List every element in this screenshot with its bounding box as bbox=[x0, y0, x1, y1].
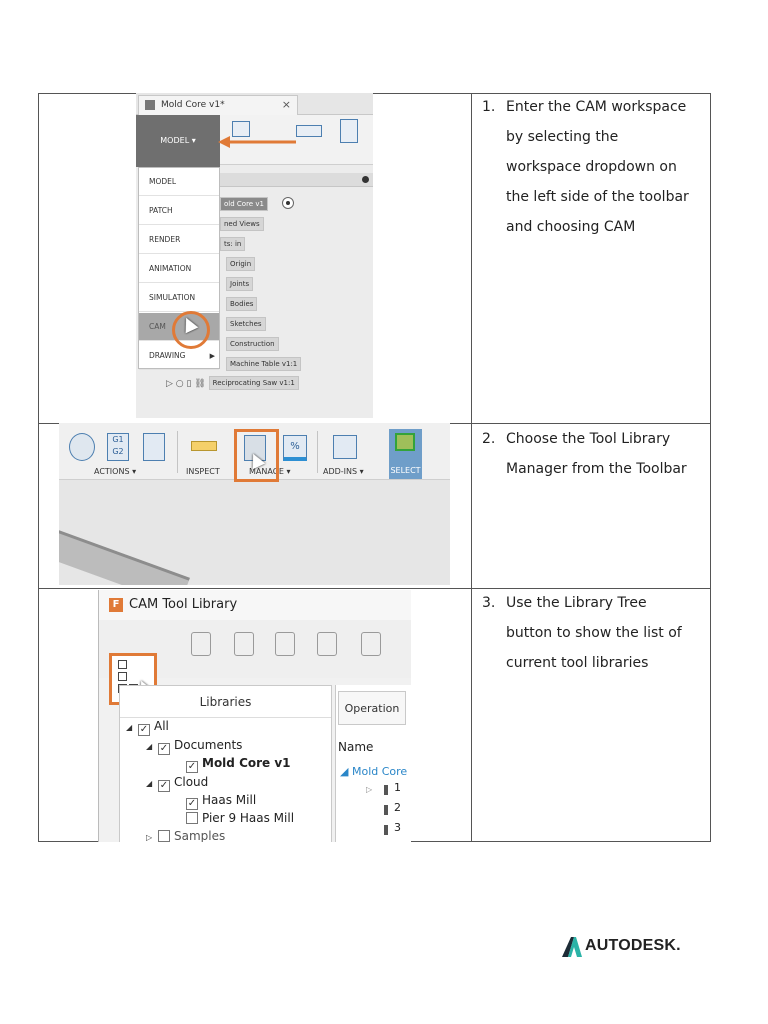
post-process-icon[interactable] bbox=[107, 433, 129, 461]
browser-node[interactable]: Construction bbox=[226, 337, 279, 351]
menu-item-cam[interactable]: CAM bbox=[139, 313, 219, 341]
step-3-text bbox=[482, 588, 708, 678]
app-icon: F bbox=[109, 598, 123, 612]
step-1-text bbox=[482, 92, 708, 242]
tool-icon bbox=[384, 785, 388, 795]
browser-node[interactable]: Origin bbox=[226, 257, 255, 271]
step-line: Choose the Tool Library bbox=[506, 431, 671, 447]
autodesk-logo bbox=[562, 933, 692, 961]
tool-number[interactable]: 3 bbox=[394, 821, 401, 834]
browser-node[interactable]: Joints bbox=[226, 277, 253, 291]
table-border-right bbox=[710, 93, 711, 842]
step-line: button to show the list of bbox=[506, 625, 682, 641]
tree-item-label: All bbox=[154, 719, 169, 733]
browser-node[interactable]: Reciprocating Saw v1:1 bbox=[209, 376, 299, 390]
expand-arrow-icon[interactable]: ◢ bbox=[126, 723, 133, 732]
menu-item-model[interactable]: MODEL bbox=[139, 168, 219, 196]
import-icon[interactable] bbox=[191, 632, 211, 656]
checkbox-checked[interactable]: ✓ bbox=[159, 743, 169, 754]
select-label: SELECT bbox=[390, 466, 421, 475]
table-border-left bbox=[38, 93, 39, 842]
close-icon[interactable]: × bbox=[281, 98, 291, 111]
export-icon[interactable] bbox=[234, 632, 254, 656]
tool-number[interactable]: 1 bbox=[394, 781, 401, 794]
tree-item-label: Pier 9 Haas Mill bbox=[202, 811, 295, 825]
tree-item-label: Haas Mill bbox=[202, 793, 257, 807]
checkbox-unchecked[interactable] bbox=[186, 812, 198, 824]
expand-arrow-icon[interactable]: ▷ bbox=[366, 785, 373, 794]
tool-icon bbox=[384, 825, 388, 835]
tree-item-mold-core[interactable] bbox=[186, 754, 291, 773]
step-line: and choosing CAM bbox=[506, 219, 636, 235]
expand-arrow-icon[interactable]: ◢ bbox=[146, 779, 153, 788]
menu-item-patch[interactable]: PATCH bbox=[139, 197, 219, 225]
step-line: the left side of the toolbar bbox=[506, 189, 689, 205]
pin-icon[interactable] bbox=[362, 176, 369, 183]
document-tab[interactable] bbox=[138, 95, 298, 115]
browser-header bbox=[220, 173, 373, 187]
step-number: 3. bbox=[482, 595, 496, 611]
step-line: Use the Library Tree bbox=[506, 595, 647, 611]
step-number: 2. bbox=[482, 431, 496, 447]
g1-label: G1 bbox=[112, 435, 124, 444]
add-ins-menu-label[interactable]: ADD-INS ▾ bbox=[323, 467, 364, 476]
expand-icon[interactable]: ▷ bbox=[166, 379, 173, 389]
template-library-icon[interactable] bbox=[283, 435, 307, 461]
activate-icon[interactable] bbox=[282, 197, 294, 209]
tree-item-label: Documents bbox=[174, 738, 243, 752]
window-title-bar bbox=[99, 590, 411, 620]
tree-item-documents[interactable] bbox=[146, 736, 242, 756]
inspect-menu-label[interactable]: INSPECT bbox=[186, 467, 220, 476]
percent-label: % bbox=[290, 441, 300, 452]
screenshot-cam-tool-library bbox=[98, 590, 411, 842]
tree-item-all[interactable] bbox=[126, 717, 169, 737]
tree-item-label: Cloud bbox=[174, 775, 209, 789]
checkbox-unchecked[interactable] bbox=[158, 830, 170, 842]
step-line: current tool libraries bbox=[506, 655, 649, 671]
browser-node[interactable]: Bodies bbox=[226, 297, 257, 311]
g2-label: G2 bbox=[112, 447, 124, 456]
select-icon bbox=[395, 433, 415, 451]
workspace-dropdown-button[interactable]: MODEL ▾ bbox=[136, 115, 220, 167]
autodesk-logo-text: AUTODESK. bbox=[585, 937, 681, 954]
browser-root-node[interactable]: old Core v1 bbox=[220, 197, 268, 211]
browser-node[interactable]: Machine Table v1:1 bbox=[226, 357, 301, 371]
checkbox-checked[interactable]: ✓ bbox=[159, 780, 169, 791]
tree-item-samples[interactable] bbox=[146, 827, 225, 842]
menu-item-simulation[interactable]: SIMULATION bbox=[139, 284, 219, 312]
menu-item-render[interactable]: RENDER bbox=[139, 226, 219, 254]
tree-item-cloud[interactable] bbox=[146, 773, 208, 793]
browser-node[interactable]: ned Views bbox=[220, 217, 264, 231]
screenshot-manage-toolbar bbox=[59, 423, 450, 585]
name-column-header[interactable]: Name bbox=[338, 740, 374, 754]
browser-node[interactable]: ts: in bbox=[220, 237, 245, 251]
tools-panel bbox=[335, 685, 411, 842]
component-icon bbox=[145, 100, 155, 110]
tree-item-label: Samples bbox=[174, 829, 226, 842]
lightbulb-icon[interactable]: ○ bbox=[175, 379, 184, 389]
checkbox-checked[interactable]: ✓ bbox=[139, 724, 149, 735]
browser-node[interactable]: Sketches bbox=[226, 317, 266, 331]
link-icon: ⛓ bbox=[194, 379, 206, 389]
table-column-divider bbox=[471, 93, 472, 842]
tree-item-haas-mill[interactable] bbox=[186, 791, 256, 810]
duplicate-icon[interactable] bbox=[275, 632, 295, 656]
step-line: Enter the CAM workspace bbox=[506, 99, 687, 115]
rectangle-icon[interactable] bbox=[296, 125, 322, 137]
tool-icon bbox=[384, 805, 388, 815]
extrude-icon[interactable] bbox=[340, 119, 358, 143]
autodesk-logo-icon bbox=[562, 937, 582, 957]
toolbar-separator bbox=[177, 431, 178, 473]
trash-icon[interactable] bbox=[361, 632, 381, 656]
checkbox-checked[interactable]: ✓ bbox=[187, 798, 197, 809]
measure-icon[interactable] bbox=[191, 441, 217, 451]
setup-sheet-icon[interactable] bbox=[143, 433, 165, 461]
tree-node-icon bbox=[118, 672, 127, 681]
manage-menu-label[interactable]: MANAGE ▾ bbox=[249, 467, 291, 476]
menu-item-label: DRAWING bbox=[149, 351, 186, 360]
expand-arrow-icon[interactable]: ◢ bbox=[146, 742, 153, 751]
document-tab-title: Mold Core v1* bbox=[161, 100, 225, 110]
add-ins-icon[interactable] bbox=[333, 435, 357, 459]
document-icon: ▯ bbox=[186, 379, 192, 389]
document-tab-bar bbox=[136, 93, 373, 115]
toolbar-separator bbox=[317, 431, 318, 473]
part-model bbox=[59, 530, 190, 585]
simulate-icon[interactable] bbox=[69, 433, 95, 461]
arrow-icon bbox=[218, 135, 298, 149]
step-line: Manager from the Toolbar bbox=[506, 461, 687, 477]
tree-item-label: Mold Core v1 bbox=[202, 756, 291, 770]
mold-core-node[interactable]: ◢ Mold Core bbox=[340, 765, 408, 778]
menu-item-animation[interactable]: ANIMATION bbox=[139, 255, 219, 283]
tree-item-pier9[interactable] bbox=[186, 809, 294, 827]
checkbox-checked[interactable]: ✓ bbox=[187, 761, 197, 772]
actions-menu-label[interactable]: ACTIONS ▾ bbox=[94, 467, 137, 476]
step-2-text bbox=[482, 424, 708, 484]
library-toolbar bbox=[99, 620, 411, 678]
browser-bottom-row[interactable] bbox=[166, 377, 299, 391]
step-number: 1. bbox=[482, 99, 496, 115]
submenu-arrow-icon: ▶ bbox=[209, 352, 215, 360]
tree-node-icon bbox=[118, 660, 127, 669]
screenshot-workspace-dropdown bbox=[136, 93, 373, 418]
select-button[interactable] bbox=[389, 429, 422, 479]
new-library-icon[interactable] bbox=[317, 632, 337, 656]
tool-number[interactable]: 2 bbox=[394, 801, 401, 814]
collapse-arrow-icon[interactable]: ▷ bbox=[146, 833, 153, 842]
window-title: CAM Tool Library bbox=[129, 597, 238, 612]
mold-core-label: Mold Core bbox=[351, 765, 408, 778]
operation-tab[interactable]: Operation bbox=[338, 691, 406, 725]
menu-item-drawing[interactable] bbox=[139, 342, 219, 370]
libraries-panel bbox=[119, 685, 332, 842]
step-line: by selecting the bbox=[506, 129, 619, 145]
step-line: workspace dropdown on bbox=[506, 159, 677, 175]
libraries-panel-title: Libraries bbox=[120, 686, 331, 718]
